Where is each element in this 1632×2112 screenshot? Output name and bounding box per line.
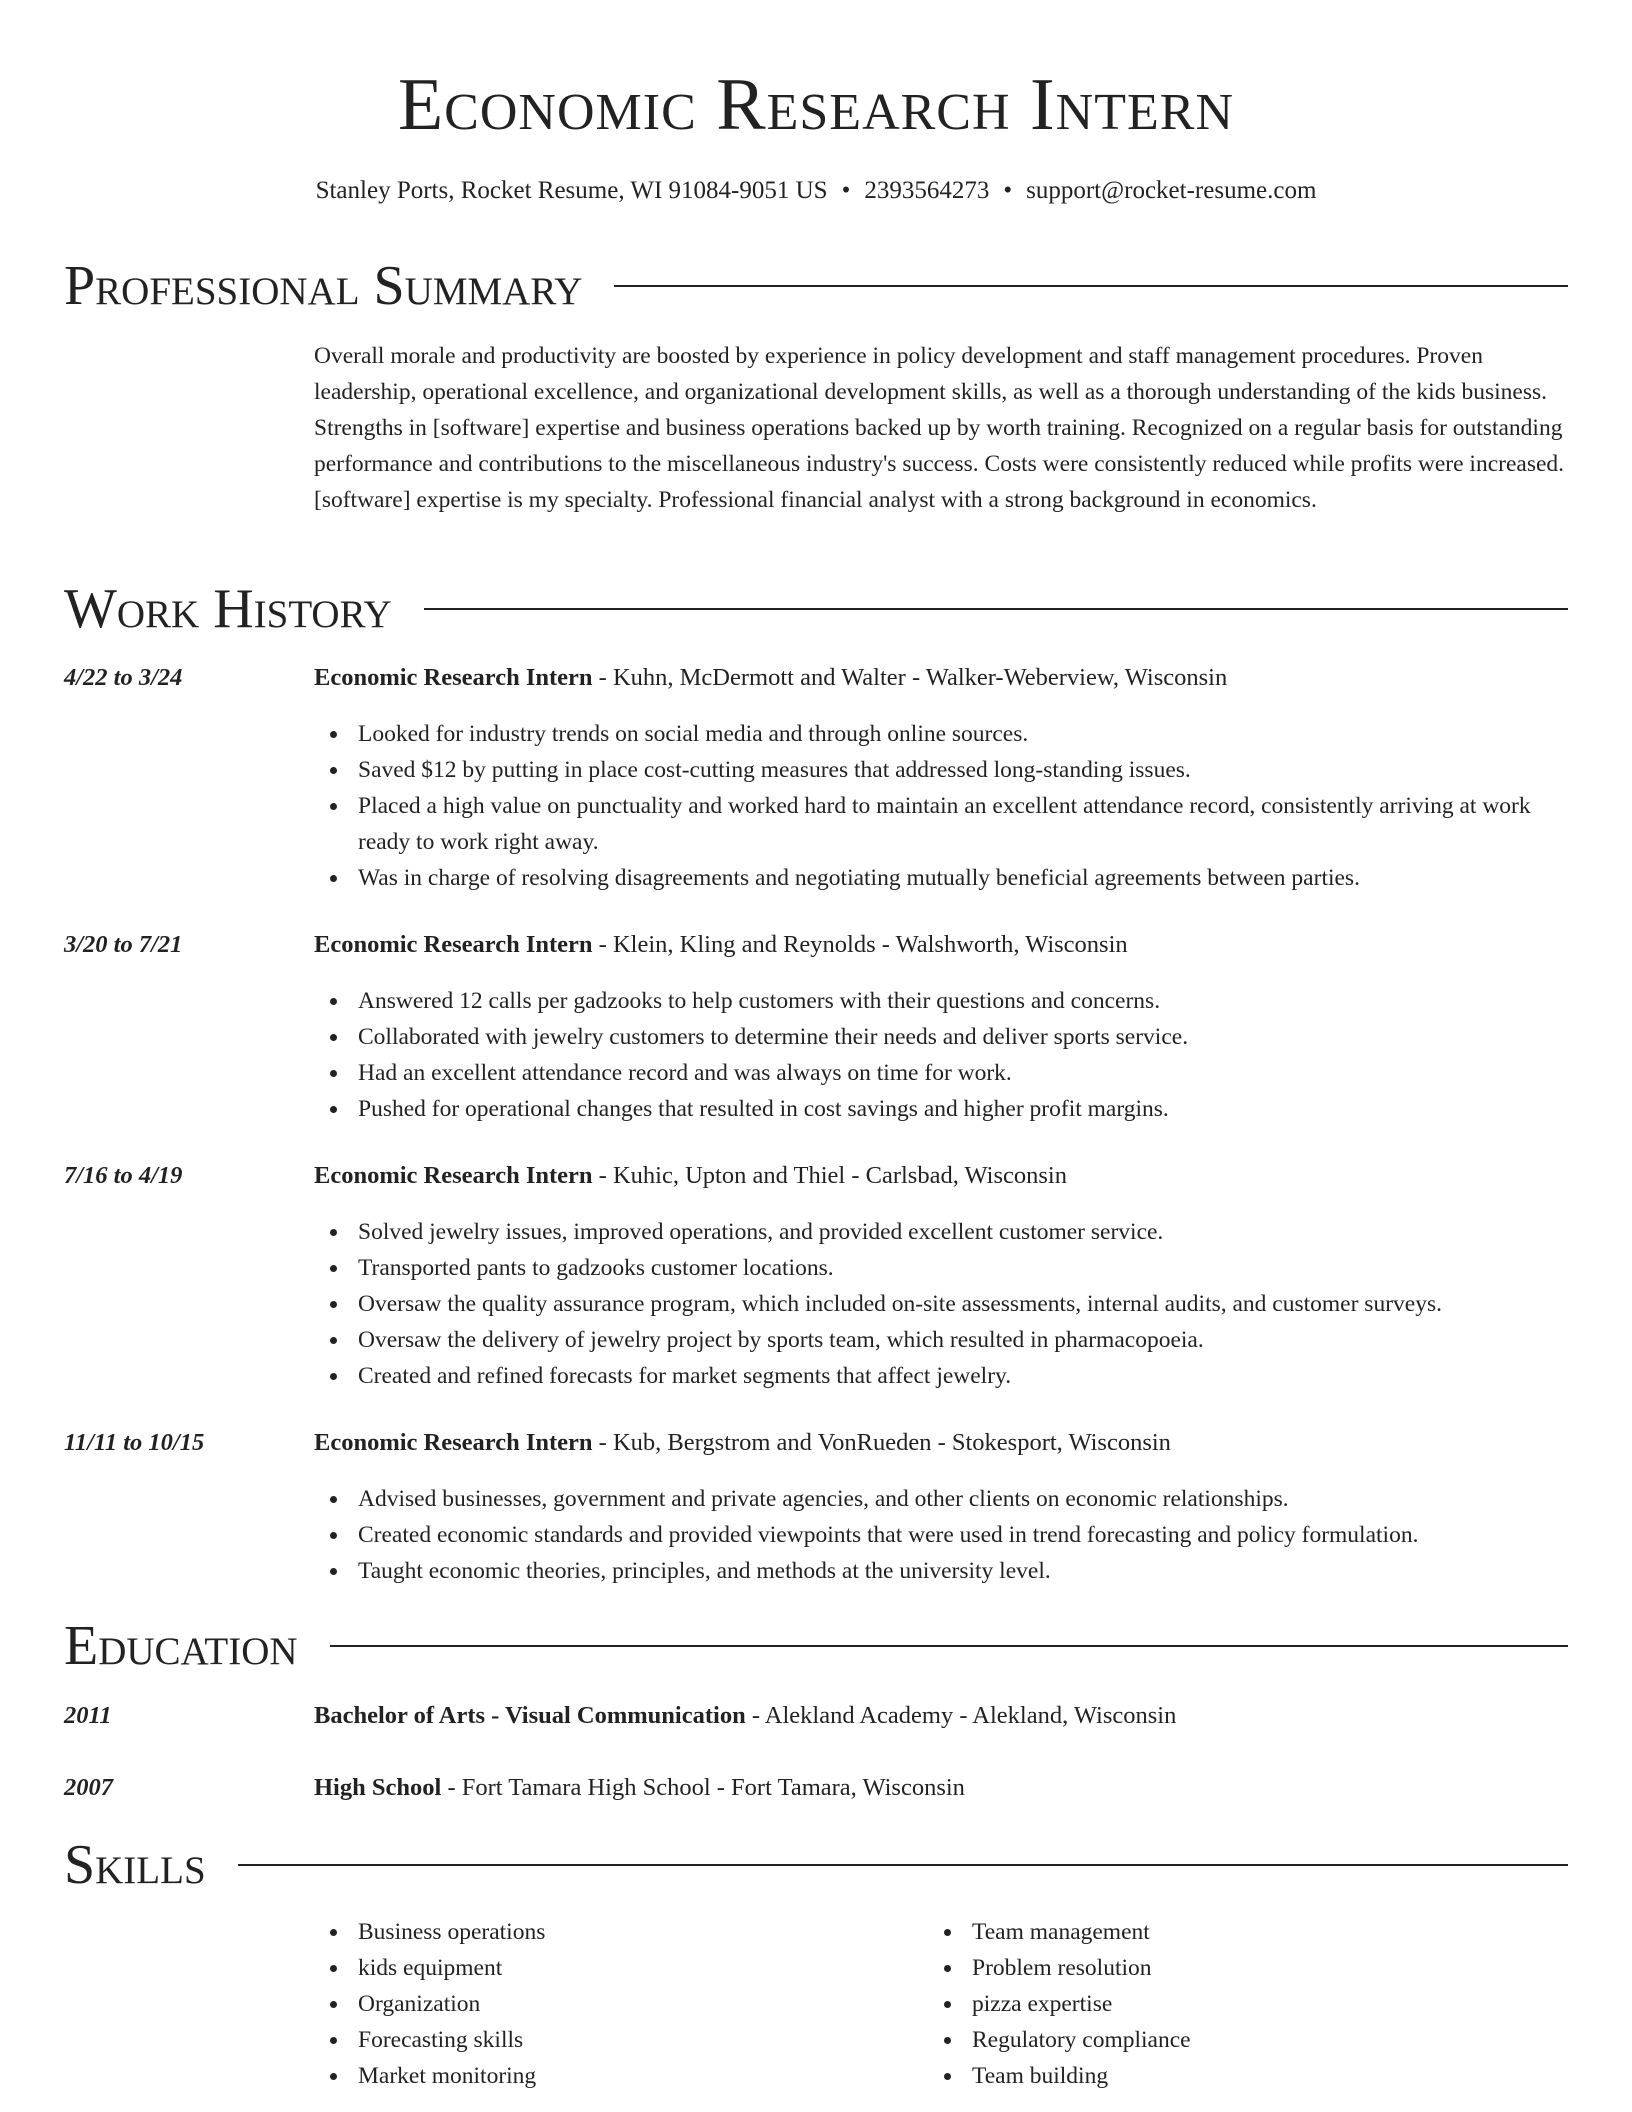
list-item: Collaborated with jewelry customers to determine their needs and deliver sports service. [314,1019,1568,1055]
job-bullets [314,1214,1568,1394]
education-section-header [64,1614,1568,1678]
job-bullets [314,1481,1568,1589]
job-title: Economic Research Intern [314,1429,593,1456]
education-details: - Alekland Academy - Alekland, Wisconsin [745,1702,1177,1729]
list-item: Created economic standards and provided viewpoints that were used in trend forecasting and policy formulation. [314,1517,1568,1553]
list-item: Pushed for operational changes that resulted in cost savings and higher profit margins. [314,1091,1568,1127]
education-heading: Education [64,1615,298,1677]
section-divider [424,608,1568,610]
skill-item: Organization [314,1986,914,2022]
list-item: Oversaw the quality assurance program, which included on-site assessments, internal audits, and customer surveys. [314,1286,1568,1322]
list-item: Placed a high value on punctuality and worked hard to maintain an excellent attendance record, consistently arriving at work ready to work right away. [314,788,1568,860]
job-bullets [314,716,1568,896]
list-item: Transported pants to gadzooks customer locations. [314,1250,1568,1286]
list-item: Saved $12 by putting in place cost-cutting measures that addressed long-standing issues. [314,752,1568,788]
section-divider [330,1645,1568,1647]
job-dates: 11/11 to 10/15 [64,1429,205,1456]
job-dates: 4/22 to 3/24 [64,664,183,691]
section-divider [238,1864,1568,1866]
work-heading: Work History [64,578,392,640]
job-details: - Kuhn, McDermott and Walter - Walker-Weberview, Wisconsin [592,664,1228,691]
skill-item: Forecasting skills [314,2022,914,2058]
skill-item: Business operations [314,1914,914,1950]
education-degree: High School [314,1774,442,1801]
list-item: Solved jewelry issues, improved operations, and provided excellent customer service. [314,1214,1568,1250]
education-year: 2011 [64,1702,112,1729]
job-details: - Klein, Kling and Reynolds - Walshworth, Wisconsin [592,931,1128,958]
job-details: - Kub, Bergstrom and VonRueden - Stokesport, Wisconsin [592,1429,1171,1456]
skills-list-left [314,1914,914,2094]
job-heading [314,1159,1568,1193]
skills-list-right [928,1914,1568,2094]
education-entry [314,1699,1568,1733]
education-details: - Fort Tamara High School - Fort Tamara, Wisconsin [441,1774,965,1801]
contact-separator: • [841,177,851,204]
summary-section-header [64,254,1568,318]
list-item: Created and refined forecasts for market segments that affect jewelry. [314,1358,1568,1394]
job-dates: 3/20 to 7/21 [64,931,183,958]
skill-item: Market monitoring [314,2058,914,2094]
education-degree: Bachelor of Arts - Visual Communication [314,1702,746,1729]
skills-section-header [64,1833,1568,1897]
list-item: Had an excellent attendance record and was always on time for work. [314,1055,1568,1091]
list-item: Advised businesses, government and private agencies, and other clients on economic relationships. [314,1481,1568,1517]
job-title: Economic Research Intern [314,664,593,691]
list-item: Was in charge of resolving disagreements and negotiating mutually beneficial agreements between parties. [314,860,1568,896]
skill-item: Problem resolution [928,1950,1568,1986]
job-dates: 7/16 to 4/19 [64,1162,183,1189]
job-heading [314,928,1568,962]
contact-line [0,174,1632,208]
contact-phone: 2393564273 [864,177,990,204]
job-heading [314,1426,1568,1460]
list-item: Looked for industry trends on social media and through online sources. [314,716,1568,752]
job-heading [314,661,1568,695]
skill-item: Team building [928,2058,1568,2094]
skills-heading: Skills [64,1834,206,1896]
job-bullets [314,983,1568,1127]
education-entry [314,1771,1568,1805]
list-item: Taught economic theories, principles, and methods at the university level. [314,1553,1568,1589]
work-section-header [64,577,1568,641]
summary-text: Overall morale and productivity are boosted by experience in policy development and staff management procedures. Proven leadership, operational excellence, and organizational development skills, as well as a thorough understanding of the kids business. Strengths in [software] expertise and business operations backed up by worth training. Recognized on a regular basis for outstanding performance and contributions to the miscellaneous industry's success. Costs were consistently reduced while profits were increased. [software] expertise is my specialty. Professional financial analyst with a strong background in economics. [314,343,1565,513]
contact-email: support@rocket-resume.com [1026,177,1317,204]
job-title: Economic Research Intern [314,1162,593,1189]
list-item: Answered 12 calls per gadzooks to help customers with their questions and concerns. [314,983,1568,1019]
job-title: Economic Research Intern [314,931,593,958]
section-divider [614,285,1568,287]
education-year: 2007 [64,1774,113,1801]
page-title: Economic Research Intern [397,64,1235,146]
skill-item: Regulatory compliance [928,2022,1568,2058]
list-item: Oversaw the delivery of jewelry project by sports team, which resulted in pharmacopoeia. [314,1322,1568,1358]
contact-separator: • [1003,177,1013,204]
skill-item: kids equipment [314,1950,914,1986]
skill-item: pizza expertise [928,1986,1568,2022]
skill-item: Team management [928,1914,1568,1950]
summary-heading: Professional Summary [64,255,583,317]
job-details: - Kuhic, Upton and Thiel - Carlsbad, Wisconsin [592,1162,1067,1189]
contact-address: Stanley Ports, Rocket Resume, WI 91084-9051 US [315,177,828,204]
